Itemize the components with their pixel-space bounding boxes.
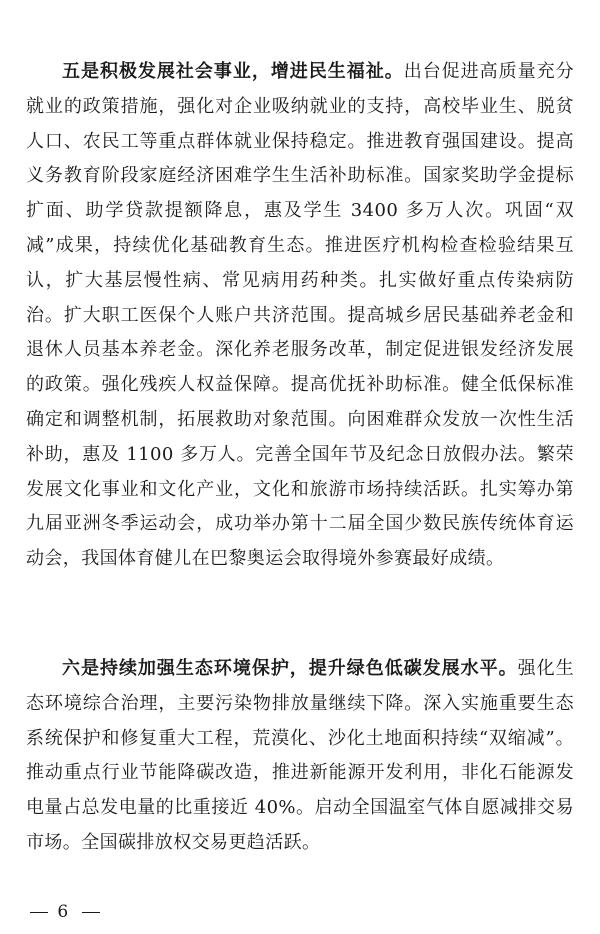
paragraph-body: 强化生态环境综合治理，主要污染物排放量继续下降。深入实施重要生态系统保护和修复重大工程，荒漠化、沙化土地面积持续“双缩减”。推动重点行业节能降碳改造，推进新能源开发利用，非化石能源发电量占总发电量的比重接近 40%。启动全国温室气体自愿减排交易市场。全国碳排放权交易更趋活跃。 (26, 658, 574, 853)
paragraph-ecology (26, 652, 574, 861)
paragraph-lead: 五是积极发展社会事业，增进民生福祉。 (62, 61, 404, 82)
page-number-dash-left (30, 912, 48, 913)
page-number (30, 902, 100, 922)
paragraph-social-undertakings (26, 55, 574, 577)
paragraph-body: 出台促进高质量充分就业的政策措施，强化对企业吸纳就业的支持，高校毕业生、脱贫人口、农民工等重点群体就业保持稳定。推进教育强国建设。提高义务教育阶段家庭经济困难学生生活补助标准。国家奖助学金提标扩面、助学贷款提额降息，惠及学生 3400 多万人次。巩固“双减”成果，持续优化基础教育生态。推进医疗机构检查检验结果互认，扩大基层慢性病、常见病用药种类。扎实做好重点传染病防治。扩大职工医保个人账户共济范围。提高城乡居民基础养老金和退休人员基本养老金。深化养老服务改革，制定促进银发经济发展的政策。强化残疾人权益保障。提高优抚补助标准。健全低保标准确定和调整机制，拓展救助对象范围。向困难群众发放一次性生活补助，惠及 1100 多万人。完善全国年节及纪念日放假办法。繁荣发展文化事业和文化产业，文化和旅游市场持续活跃。扎实筹办第九届亚洲冬季运动会，成功举办第十二届全国少数民族传统体育运动会，我国体育健儿在巴黎奥运会取得境外参赛最好成绩。 (26, 61, 574, 570)
paragraph-lead: 六是持续加强生态环境保护，提升绿色低碳发展水平。 (62, 658, 518, 679)
page-number-value: 6 (57, 902, 73, 922)
page-number-dash-right (82, 912, 100, 913)
